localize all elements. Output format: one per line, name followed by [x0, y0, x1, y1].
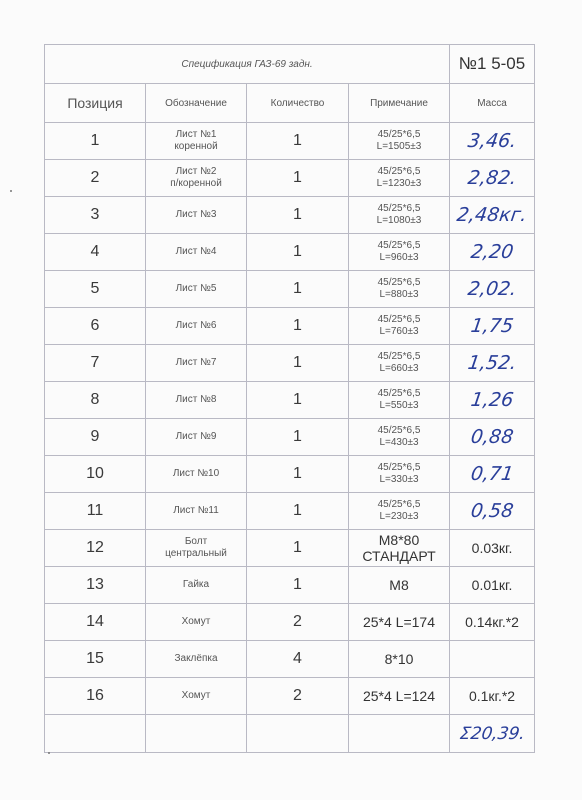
note-line2: L=230±3 [379, 511, 419, 522]
cell-note [349, 160, 450, 197]
position-value: 15 [86, 650, 104, 667]
cell-position [45, 197, 146, 234]
header-position: Позиция [45, 84, 146, 123]
table-row [45, 456, 535, 493]
position-value: 3 [90, 206, 100, 223]
note-line2: L=880±3 [379, 289, 419, 300]
quantity-value: 4 [293, 650, 302, 667]
header-quantity: Количество [247, 84, 349, 123]
note-line2: L=660±3 [379, 363, 419, 374]
position-value: 9 [90, 428, 100, 445]
cell-mass [450, 345, 535, 382]
table-row [45, 567, 535, 604]
cell-position [45, 271, 146, 308]
spec-table [44, 44, 535, 753]
mass-value: 0.1кг.*2 [468, 688, 516, 704]
quantity-value: 1 [293, 280, 302, 297]
cell-quantity [247, 530, 349, 567]
table-row [45, 604, 535, 641]
cell-mass [450, 493, 535, 530]
header-row [45, 84, 535, 123]
designation-line2: центральный [165, 548, 227, 559]
table-row [45, 197, 535, 234]
note-line1: 25*4 L=174 [362, 614, 436, 630]
designation-line1: Болт [184, 536, 208, 547]
quantity-value: 1 [293, 576, 302, 593]
mass-value: 2,48кг. [455, 204, 529, 226]
cell-designation [146, 604, 247, 641]
note-line1: 45/25*6,5 [377, 425, 421, 436]
cell-position [45, 345, 146, 382]
note-line2: L=1505±3 [376, 141, 422, 152]
designation-line1: Лист №10 [172, 468, 220, 479]
table-row [45, 493, 535, 530]
position-value: 5 [90, 280, 100, 297]
cell-designation [146, 641, 247, 678]
position-value: 7 [90, 354, 100, 371]
header-note: Примечание [349, 84, 450, 123]
cell-position [45, 382, 146, 419]
mass-value: 0,88 [469, 426, 515, 448]
note-line1: 45/25*6,5 [377, 240, 421, 251]
note-line1: 45/25*6,5 [377, 351, 421, 362]
cell-empty [247, 715, 349, 753]
note-line1: 45/25*6,5 [377, 166, 421, 177]
note-line1: 45/25*6,5 [377, 129, 421, 140]
mass-value: 1,75 [469, 315, 515, 337]
cell-designation [146, 345, 247, 382]
header-mass: Масса [450, 84, 535, 123]
cell-note [349, 530, 450, 567]
cell-designation [146, 308, 247, 345]
note-line1: 45/25*6,5 [377, 388, 421, 399]
cell-quantity [247, 160, 349, 197]
document-number: №1 5-05 [450, 45, 535, 84]
position-value: 14 [86, 613, 104, 630]
cell-quantity [247, 197, 349, 234]
cell-position [45, 493, 146, 530]
designation-line1: Лист №7 [175, 357, 217, 368]
cell-quantity [247, 641, 349, 678]
note-line2: L=1230±3 [376, 178, 422, 189]
cell-mass [450, 530, 535, 567]
position-value: 13 [86, 576, 104, 593]
cell-position [45, 530, 146, 567]
cell-empty [146, 715, 247, 753]
cell-mass [450, 382, 535, 419]
cell-empty [349, 715, 450, 753]
cell-designation [146, 382, 247, 419]
designation-line1: Лист №5 [175, 283, 217, 294]
cell-quantity [247, 382, 349, 419]
designation-line1: Лист №11 [173, 505, 219, 516]
cell-position [45, 456, 146, 493]
designation-line1: Заклёпка [174, 653, 218, 664]
cell-quantity [247, 234, 349, 271]
note-line1: 45/25*6,5 [377, 277, 421, 288]
position-value: 10 [86, 465, 104, 482]
cell-note [349, 604, 450, 641]
table-row [45, 419, 535, 456]
scan-speck [10, 190, 12, 192]
cell-designation [146, 234, 247, 271]
position-value: 12 [86, 539, 104, 556]
designation-line1: Лист №9 [175, 431, 217, 442]
quantity-value: 1 [293, 428, 302, 445]
cell-quantity [247, 271, 349, 308]
mass-value: 0.01кг. [471, 577, 513, 593]
mass-value: 0,58 [469, 500, 515, 522]
designation-line1: Гайка [182, 579, 210, 590]
cell-mass [450, 678, 535, 715]
cell-position [45, 308, 146, 345]
designation-line1: Лист №6 [175, 320, 217, 331]
table-row [45, 382, 535, 419]
quantity-value: 1 [293, 169, 302, 186]
note-line1: 8*10 [384, 651, 414, 667]
table-row [45, 678, 535, 715]
note-line1: 45/25*6,5 [377, 462, 421, 473]
mass-value: 1,52. [466, 352, 518, 374]
cell-position [45, 567, 146, 604]
cell-designation [146, 456, 247, 493]
cell-quantity [247, 567, 349, 604]
cell-note [349, 678, 450, 715]
total-mass: Σ20,39. [458, 723, 526, 744]
total-row [45, 715, 535, 753]
mass-value: 1,26 [469, 389, 515, 411]
note-line1: 45/25*6,5 [377, 203, 421, 214]
cell-designation [146, 530, 247, 567]
cell-position [45, 641, 146, 678]
designation-line1: Лист №3 [175, 209, 217, 220]
note-line2: СТАНДАРТ [362, 548, 436, 564]
designation-line1: Хомут [181, 616, 211, 627]
designation-line1: Лист №1 [175, 129, 217, 140]
cell-note [349, 123, 450, 160]
table-row [45, 641, 535, 678]
table-row [45, 234, 535, 271]
cell-mass [450, 271, 535, 308]
mass-value: 0,71 [469, 463, 515, 485]
table-row [45, 160, 535, 197]
quantity-value: 2 [293, 687, 302, 704]
position-value: 8 [90, 391, 100, 408]
cell-note [349, 345, 450, 382]
document-title: Спецификация ГАЗ-69 задн. [45, 45, 450, 84]
cell-quantity [247, 604, 349, 641]
cell-quantity [247, 456, 349, 493]
cell-note [349, 493, 450, 530]
cell-position [45, 123, 146, 160]
table-row [45, 271, 535, 308]
cell-note [349, 382, 450, 419]
cell-quantity [247, 345, 349, 382]
quantity-value: 1 [293, 132, 302, 149]
cell-mass [450, 160, 535, 197]
note-line2: L=1080±3 [376, 215, 422, 226]
table-row [45, 308, 535, 345]
position-value: 11 [86, 502, 104, 519]
scan-speck [48, 752, 50, 754]
table-row [45, 123, 535, 160]
cell-position [45, 678, 146, 715]
cell-mass [450, 234, 535, 271]
cell-quantity [247, 419, 349, 456]
title-row [45, 45, 535, 84]
cell-mass [450, 123, 535, 160]
designation-line1: Лист №4 [175, 246, 217, 257]
cell-mass [450, 567, 535, 604]
cell-mass [450, 604, 535, 641]
cell-note [349, 234, 450, 271]
table-row [45, 530, 535, 567]
note-line2: L=330±3 [379, 474, 419, 485]
quantity-value: 1 [293, 243, 302, 260]
cell-note [349, 456, 450, 493]
cell-total [450, 715, 535, 753]
position-value: 4 [90, 243, 100, 260]
cell-quantity [247, 308, 349, 345]
header-designation: Обозначение [146, 84, 247, 123]
mass-value: 2,82. [466, 167, 518, 189]
cell-position [45, 604, 146, 641]
cell-quantity [247, 123, 349, 160]
note-line1: 25*4 L=124 [362, 688, 436, 704]
note-line1: М8 [389, 577, 409, 593]
position-value: 1 [90, 132, 100, 149]
designation-line2: коренной [174, 141, 218, 152]
cell-mass [450, 641, 535, 678]
mass-value: 0.03кг. [471, 540, 513, 556]
cell-note [349, 271, 450, 308]
designation-line2: п/коренной [170, 178, 222, 189]
note-line2: L=960±3 [379, 252, 419, 263]
quantity-value: 1 [293, 317, 302, 334]
cell-designation [146, 160, 247, 197]
table-row [45, 345, 535, 382]
cell-designation [146, 419, 247, 456]
position-value: 6 [90, 317, 100, 334]
note-line2: L=760±3 [379, 326, 419, 337]
cell-mass [450, 308, 535, 345]
quantity-value: 1 [293, 539, 302, 556]
mass-value: 2,20 [469, 241, 515, 263]
cell-designation [146, 271, 247, 308]
mass-value: 2,02. [466, 278, 518, 300]
cell-mass [450, 456, 535, 493]
quantity-value: 2 [293, 613, 302, 630]
cell-note [349, 419, 450, 456]
cell-note [349, 197, 450, 234]
cell-designation [146, 567, 247, 604]
quantity-value: 1 [293, 502, 302, 519]
position-value: 16 [86, 687, 104, 704]
cell-designation [146, 678, 247, 715]
cell-mass [450, 197, 535, 234]
designation-line1: Лист №2 [175, 166, 217, 177]
quantity-value: 1 [293, 354, 302, 371]
mass-value: 3,46. [466, 130, 518, 152]
quantity-value: 1 [293, 465, 302, 482]
cell-empty [45, 715, 146, 753]
cell-note [349, 641, 450, 678]
note-line1: 45/25*6,5 [377, 314, 421, 325]
cell-position [45, 160, 146, 197]
note-line2: L=550±3 [379, 400, 419, 411]
mass-value: 0.14кг.*2 [465, 614, 519, 630]
designation-line1: Лист №8 [175, 394, 217, 405]
note-line2: L=430±3 [379, 437, 419, 448]
quantity-value: 1 [293, 391, 302, 408]
quantity-value: 1 [293, 206, 302, 223]
cell-position [45, 234, 146, 271]
position-value: 2 [90, 169, 100, 186]
cell-designation [146, 197, 247, 234]
cell-note [349, 308, 450, 345]
cell-mass [450, 419, 535, 456]
note-line1: 45/25*6,5 [377, 499, 421, 510]
cell-quantity [247, 493, 349, 530]
cell-designation [146, 123, 247, 160]
cell-quantity [247, 678, 349, 715]
designation-line1: Хомут [181, 690, 211, 701]
cell-designation [146, 493, 247, 530]
cell-position [45, 419, 146, 456]
cell-note [349, 567, 450, 604]
note-line1: М8*80 [378, 532, 420, 548]
